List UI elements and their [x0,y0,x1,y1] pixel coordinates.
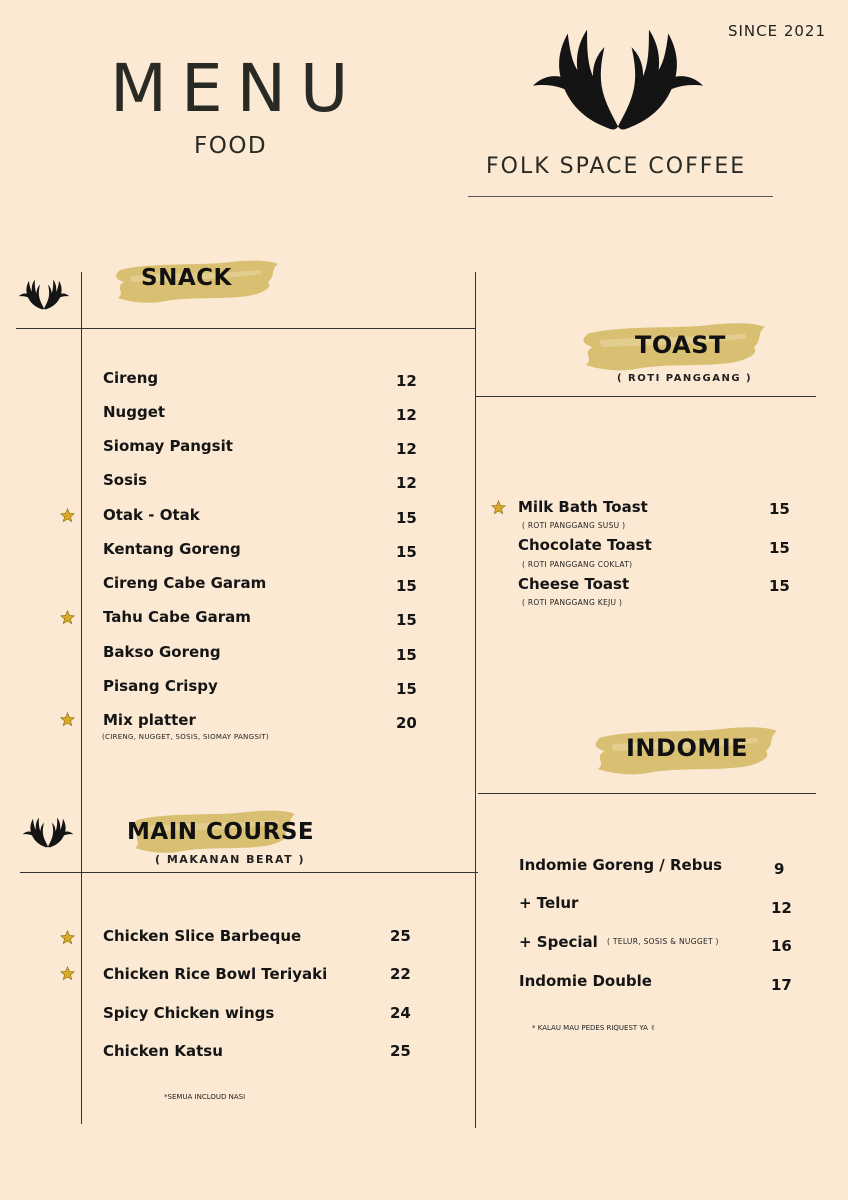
brand-name: FOLK SPACE COFFEE [486,154,747,179]
list-item: Mix platter [103,711,196,729]
item-price: 12 [771,899,792,917]
list-item: Indomie Goreng / Rebus [519,856,723,874]
list-item: Pisang Crispy [103,677,218,695]
item-price: 15 [396,611,417,629]
main-course-subtitle: ( MAKANAN BERAT ) [155,853,305,866]
toast-subtitle: ( ROTI PANGGANG ) [617,373,753,384]
list-item: + Telur [519,894,579,912]
list-item: Cireng [103,369,159,387]
item-price: 22 [390,965,411,983]
item-price: 12 [396,372,417,390]
divider [476,396,816,397]
item-price: 9 [774,860,785,878]
star-icon [491,500,506,515]
divider [16,328,476,329]
list-item: Chicken Katsu [103,1042,223,1060]
list-item: Chocolate Toast [518,536,652,554]
page-subtitle: FOOD [194,133,268,159]
divider [20,872,478,873]
item-price: 15 [396,543,417,561]
item-description: ( ROTI PANGGANG KEJU ) [522,598,623,607]
divider [468,196,773,197]
item-price: 12 [396,474,417,492]
list-item: Cireng Cabe Garam [103,574,267,592]
item-price: 15 [769,500,790,518]
snack-heading: SNACK [141,265,232,291]
divider [81,272,82,1124]
item-price: 16 [771,937,792,955]
list-item: Chicken Slice Barbeque [103,927,302,945]
divider [478,793,816,794]
section-note: * KALAU MAU PEDES RIQUEST YA ✌ [532,1024,657,1032]
list-item: Kentang Goreng [103,540,241,558]
list-item: Cheese Toast [518,575,630,593]
item-price: 15 [769,577,790,595]
indomie-heading: INDOMIE [626,734,749,762]
list-item: Tahu Cabe Garam [103,608,251,626]
deer-antlers-icon [18,276,70,312]
main-course-heading: MAIN COURSE [127,819,315,845]
item-price: 15 [396,646,417,664]
item-price: 15 [396,577,417,595]
item-price: 24 [390,1004,411,1022]
item-price: 20 [396,714,417,732]
item-price: 12 [396,406,417,424]
list-item: Nugget [103,403,166,421]
list-item: Chicken Rice Bowl Teriyaki [103,965,328,983]
item-price: 25 [390,1042,411,1060]
item-price: 25 [390,927,411,945]
section-note: *SEMUA INCLOUD NASI [164,1093,246,1101]
item-description: ( ROTI PANGGANG COKLAT) [522,560,633,569]
item-price: 15 [396,680,417,698]
item-price: 15 [396,509,417,527]
item-price: 12 [396,440,417,458]
item-description: ( ROTI PANGGANG SUSU ) [522,521,626,530]
item-price: 17 [771,976,792,994]
star-icon [60,508,75,523]
item-description: (CIRENG, NUGGET, SOSIS, SIOMAY PANGSIT) [102,733,270,741]
list-item: + Special [519,933,598,951]
list-item: Bakso Goreng [103,643,221,661]
list-item: Spicy Chicken wings [103,1004,275,1022]
star-icon [60,610,75,625]
since-label: SINCE 2021 [727,22,826,40]
star-icon [60,966,75,981]
list-item: Sosis [103,471,148,489]
star-icon [60,930,75,945]
page-title: MENU [110,50,363,127]
star-icon [60,712,75,727]
list-item: Siomay Pangsit [103,437,233,455]
list-item: Milk Bath Toast [518,498,648,516]
list-item: Otak - Otak [103,506,200,524]
list-item: Indomie Double [519,972,652,990]
item-price: 15 [769,539,790,557]
toast-heading: TOAST [635,331,726,359]
deer-antlers-icon [22,814,74,850]
item-description: ( TELUR, SOSIS & NUGGET ) [607,937,719,946]
divider [475,272,476,1128]
deer-antlers-icon [530,20,706,136]
